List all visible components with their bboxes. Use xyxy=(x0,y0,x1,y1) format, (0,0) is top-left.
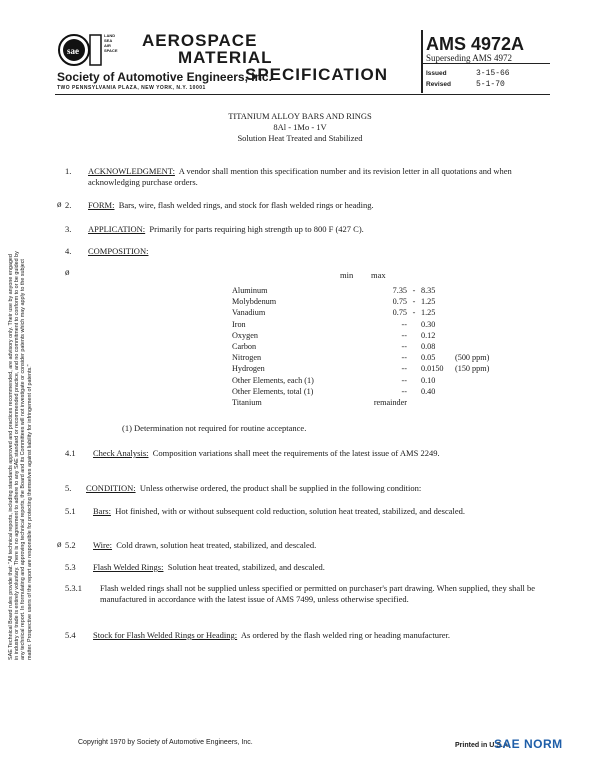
composition-min: -- xyxy=(401,375,407,385)
section-5-heading: CONDITION: xyxy=(86,483,136,493)
spec-number: AMS 4972A xyxy=(426,34,525,54)
section-3 xyxy=(88,224,543,235)
composition-element: Carbon xyxy=(232,342,257,352)
composition-row xyxy=(232,319,505,330)
section-5-2 xyxy=(93,540,545,551)
section-4-1-heading: Check Analysis: xyxy=(93,448,149,458)
heat-treat-condition: Solution Heat Treated and Stabilized xyxy=(237,133,363,143)
composition-element: Molybdenum xyxy=(232,297,277,307)
section-5-2-heading: Wire: xyxy=(93,540,113,550)
section-5-1-heading: Bars: xyxy=(93,506,111,516)
composition-min: 0.75 xyxy=(392,297,407,307)
composition-ppm xyxy=(455,296,505,307)
composition-row xyxy=(232,307,505,318)
section-2-heading: FORM: xyxy=(88,200,115,210)
section-5-4-text: As ordered by the flash welded ring or heading manufacturer. xyxy=(240,630,451,640)
composition-ppm xyxy=(455,375,505,386)
section-5-2-number: 5.2 xyxy=(65,540,76,550)
composition-max: 0.40 xyxy=(421,386,436,396)
composition-element: Other Elements, total (1) xyxy=(232,386,314,396)
alloy-designation: 8Al - 1Mo - 1V xyxy=(273,122,327,132)
composition-min: 0.75 xyxy=(392,308,407,318)
composition-max: 0.30 xyxy=(421,319,436,329)
composition-row xyxy=(232,330,505,341)
revised-date: 5-1-70 xyxy=(476,80,505,89)
section-1-number: 1. xyxy=(65,166,72,176)
composition-separator: - xyxy=(412,286,416,295)
section-5-4-heading: Stock for Flash Welded Rings or Heading: xyxy=(93,630,238,640)
revision-mark: ø xyxy=(57,539,62,549)
composition-max xyxy=(421,397,455,408)
header-rule xyxy=(421,63,550,64)
header-divider xyxy=(421,30,423,93)
section-5-3-1-number: 5.3.1 xyxy=(65,583,82,593)
composition-row xyxy=(232,386,505,397)
section-5-1 xyxy=(93,506,545,517)
composition-ppm xyxy=(455,397,505,408)
composition-max: 0.0150 xyxy=(421,364,444,374)
composition-element: Hydrogen xyxy=(232,364,265,374)
composition-max: 0.10 xyxy=(421,375,436,385)
composition-separator xyxy=(407,341,421,352)
section-5-2-text: Cold drawn, solution heat treated, stabilized, and descaled. xyxy=(116,540,317,550)
composition-max: 1.25 xyxy=(421,308,436,318)
composition-separator xyxy=(407,386,421,397)
section-4-1-number: 4.1 xyxy=(65,448,76,458)
composition-ppm: (150 ppm) xyxy=(455,364,490,374)
superseding: Superseding AMS 4972 xyxy=(426,53,513,63)
issued-date: 3-15-66 xyxy=(476,69,510,78)
section-2-number: 2. xyxy=(65,200,72,210)
composition-max: 0.05 xyxy=(421,353,436,363)
section-5-4 xyxy=(93,630,543,641)
section-4-number: 4. xyxy=(65,246,72,256)
composition-max: 0.08 xyxy=(421,342,436,352)
section-2-text: Bars, wire, flash welded rings, and stock for flash welded rings or heading. xyxy=(118,200,374,210)
header-title-material: MATERIAL xyxy=(178,48,273,67)
issued-label: Issued xyxy=(426,70,447,77)
section-3-text: Primarily for parts requiring high strength up to 800 F (427 C). xyxy=(149,224,364,234)
svg-text:sae: sae xyxy=(67,46,79,56)
composition-ppm xyxy=(455,330,505,341)
composition-max: 0.12 xyxy=(421,330,436,340)
composition-min: -- xyxy=(401,386,407,396)
composition-element: Nitrogen xyxy=(232,353,262,363)
composition-max: 1.25 xyxy=(421,297,436,307)
composition-separator xyxy=(407,375,421,386)
section-4-1 xyxy=(93,448,523,459)
section-3-heading: APPLICATION: xyxy=(88,224,146,234)
org-address: TWO PENNSYLVANIA PLAZA, NEW YORK, N.Y. 10001 xyxy=(57,85,206,91)
composition-min: -- xyxy=(401,330,407,340)
revision-mark: ø xyxy=(57,199,62,209)
sae-logo xyxy=(58,32,102,68)
composition-ppm xyxy=(455,285,505,296)
document-title: TITANIUM ALLOY BARS AND RINGS xyxy=(228,111,372,121)
org-name: Society of Automotive Engineers, Inc. xyxy=(57,70,272,84)
composition-min: 7.35 xyxy=(392,286,407,295)
composition-element: Aluminum xyxy=(232,286,268,295)
composition-separator xyxy=(407,319,421,330)
header-title-specification: SPECIFICATION xyxy=(245,65,389,84)
section-5-3-heading: Flash Welded Rings: xyxy=(93,562,164,572)
composition-separator xyxy=(407,363,421,374)
composition-separator xyxy=(407,352,421,363)
copyright: Copyright 1970 by Society of Automotive Engineers, Inc. xyxy=(78,739,253,746)
composition-table xyxy=(232,285,505,408)
section-5-3-text: Solution heat treated, stabilized, and descaled. xyxy=(167,562,325,572)
section-5-3 xyxy=(93,562,545,573)
section-5-3-number: 5.3 xyxy=(65,562,76,572)
revised-label: Revised xyxy=(426,81,451,88)
composition-separator: - xyxy=(412,297,416,307)
section-2 xyxy=(88,200,543,211)
section-5-4-number: 5.4 xyxy=(65,630,76,640)
section-1-text: A vendor shall mention this specification number and its revision letter in all quotations and when acknowledging purchase orders. xyxy=(88,166,512,187)
composition-min: -- xyxy=(401,342,407,352)
section-5-3-1-text: Flash welded rings shall not be supplied unless specified or permitted on purchaser's part drawing. When supplied, they shall be manufactured in accordance with the latest issue of AMS 7499, unless otherwise specified. xyxy=(100,583,536,604)
section-4-heading: COMPOSITION: xyxy=(88,246,149,256)
section-5-number: 5. xyxy=(65,483,72,493)
composition-min: -- xyxy=(401,364,407,374)
composition-row xyxy=(232,285,505,296)
composition-separator xyxy=(407,330,421,341)
col-min-header: min xyxy=(340,270,354,280)
composition-ppm xyxy=(455,341,505,352)
composition-element: Titanium xyxy=(232,398,262,408)
composition-element: Oxygen xyxy=(232,330,258,340)
composition-max: 8.35 xyxy=(421,286,436,295)
logo-words: LAND SEA AIR SPACE xyxy=(104,33,118,53)
composition-min: -- xyxy=(401,353,407,363)
col-max-header: max xyxy=(371,270,386,280)
section-1 xyxy=(88,166,543,188)
composition-ppm xyxy=(455,319,505,330)
composition-row xyxy=(232,352,505,363)
sae-disclaimer: SAE Technical Board rules provide that: "All technical reports, including standards approved and practices recommended, are advisory only. Their use by anyone engaged in industry or trade is entirely voluntary. There is no agreement to adhere to any SAE standard or recommended practice, and no commitment to conform to or be guided by any technical report. In formulating and approving technical reports, the Board and its Committees will not investigate or consider patents which may apply to the subject matter. Prospective users of the report are responsible for protecting themselves against liability for infringement of patents." xyxy=(8,251,33,660)
section-5-text: Unless otherwise ordered, the product shall be supplied in the following condition: xyxy=(139,483,422,493)
section-3-number: 3. xyxy=(65,224,72,234)
section-5-1-number: 5.1 xyxy=(65,506,76,516)
watermark: SAE NORM xyxy=(494,737,563,751)
composition-row xyxy=(232,375,505,386)
composition-ppm xyxy=(455,307,505,318)
composition-row xyxy=(232,363,505,374)
section-5-1-text: Hot finished, with or without subsequent cold reduction, solution heat treated, stabilized, and descaled. xyxy=(115,506,466,516)
printed-in: Printed in U.S.A. xyxy=(455,742,510,749)
composition-ppm: (500 ppm) xyxy=(455,353,490,363)
composition-element: Other Elements, each (1) xyxy=(232,375,314,385)
revision-mark: ø xyxy=(65,267,70,277)
composition-ppm xyxy=(455,386,505,397)
composition-separator: - xyxy=(412,308,416,318)
section-4-1-text: Composition variations shall meet the requirements of the latest issue of AMS 2249. xyxy=(152,448,440,458)
composition-element: Iron xyxy=(232,319,246,329)
section-5 xyxy=(86,483,546,494)
composition-min: remainder xyxy=(373,398,407,408)
composition-min: -- xyxy=(401,319,407,329)
composition-element: Vanadium xyxy=(232,308,266,318)
composition-row xyxy=(232,341,505,352)
composition-row xyxy=(232,397,505,408)
composition-separator xyxy=(407,397,421,408)
header-title-aerospace: AEROSPACE xyxy=(142,31,258,50)
composition-footnote: (1) Determination not required for routine acceptance. xyxy=(122,423,307,433)
composition-row xyxy=(232,296,505,307)
section-1-heading: ACKNOWLEDGMENT: xyxy=(88,166,175,176)
